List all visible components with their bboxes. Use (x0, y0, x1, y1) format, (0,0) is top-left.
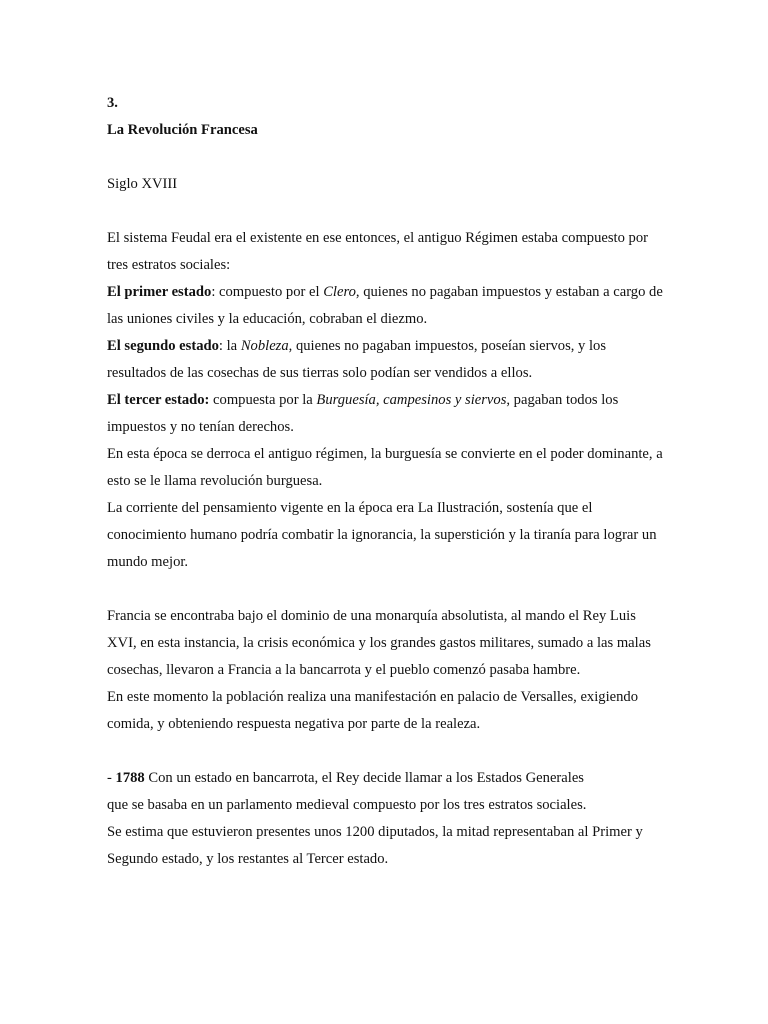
epoch-paragraph: En esta época se derroca el antiguo régimen, la burguesía se convierte en el poder dominante, a esto se le llama revolución burguesa. (107, 446, 663, 489)
spacer (107, 738, 667, 765)
first-estate-text-a: : compuesto por el (211, 284, 324, 300)
second-estate-label: El segundo estado (107, 338, 219, 354)
france-paragraph: Francia se encontraba bajo el dominio de una monarquía absolutista, al mando el Rey Luis XVI, en esta instancia, la crisis económica y los grandes gastos militares, sumado a las malas cosechas, llevaron a Francia a la bancarrota y el pueblo comenzó pasaba hambre. (107, 608, 651, 678)
period-label: Siglo XVIII (107, 176, 178, 192)
second-estate-paragraph (107, 333, 667, 387)
versailles-paragraph: En este momento la población realiza una manifestación en palacio de Versalles, exigiendo comida, y obteniendo respuesta negativa por parte de la realeza. (107, 689, 638, 732)
year-1788-text: Con un estado en bancarrota, el Rey decide llamar a los Estados Generales (144, 770, 584, 786)
document-body (107, 90, 667, 873)
third-estate-text-a: compuesta por la (209, 392, 317, 408)
second-estate-text-a: : la (218, 338, 241, 354)
year-1788-paragraph (107, 765, 667, 819)
section-number: 3. (107, 95, 118, 111)
spacer (107, 144, 667, 171)
year-1788-text-line2: que se basaba en un parlamento medieval compuesto por los tres estratos sociales. (107, 797, 587, 813)
page-title: La Revolución Francesa (107, 122, 258, 138)
third-estate-paragraph (107, 387, 667, 441)
third-estate-italic: Burguesía, campesinos y siervos (316, 392, 507, 408)
second-estate-text-b: , quienes no pagaban impuestos, poseían siervos, y los resultados de las cosechas de sus tierras solo podían ser vendidos a ellos. (107, 338, 607, 381)
spacer (107, 198, 667, 225)
spacer (107, 576, 667, 603)
intro-paragraph: El sistema Feudal era el existente en ese entonces, el antiguo Régimen estaba compuesto por tres estratos sociales: (107, 230, 649, 273)
dash-marker: - (107, 770, 116, 786)
enlightenment-paragraph: La corriente del pensamiento vigente en la época era La Ilustración, sostenía que el conocimiento humano podría combatir la ignorancia, la superstición y la tiranía para lograr un mundo mejor. (107, 500, 657, 570)
third-estate-label: El tercer estado: (107, 392, 210, 408)
first-estate-label: El primer estado (107, 284, 212, 300)
deputies-paragraph: Se estima que estuvieron presentes unos 1200 diputados, la mitad representaban al Primer y Segundo estado, y los restantes al Tercer estado. (107, 824, 643, 867)
year-1788: 1788 (115, 770, 145, 786)
first-estate-italic: Clero (323, 284, 356, 300)
first-estate-text-b: , quienes no pagaban impuestos y estaban a cargo de las uniones civiles y la educación, cobraban el diezmo. (107, 284, 663, 327)
third-estate-text-b: , pagaban todos los impuestos y no tenían derechos. (107, 392, 619, 435)
second-estate-italic: Nobleza (240, 338, 289, 354)
first-estate-paragraph (107, 279, 667, 333)
